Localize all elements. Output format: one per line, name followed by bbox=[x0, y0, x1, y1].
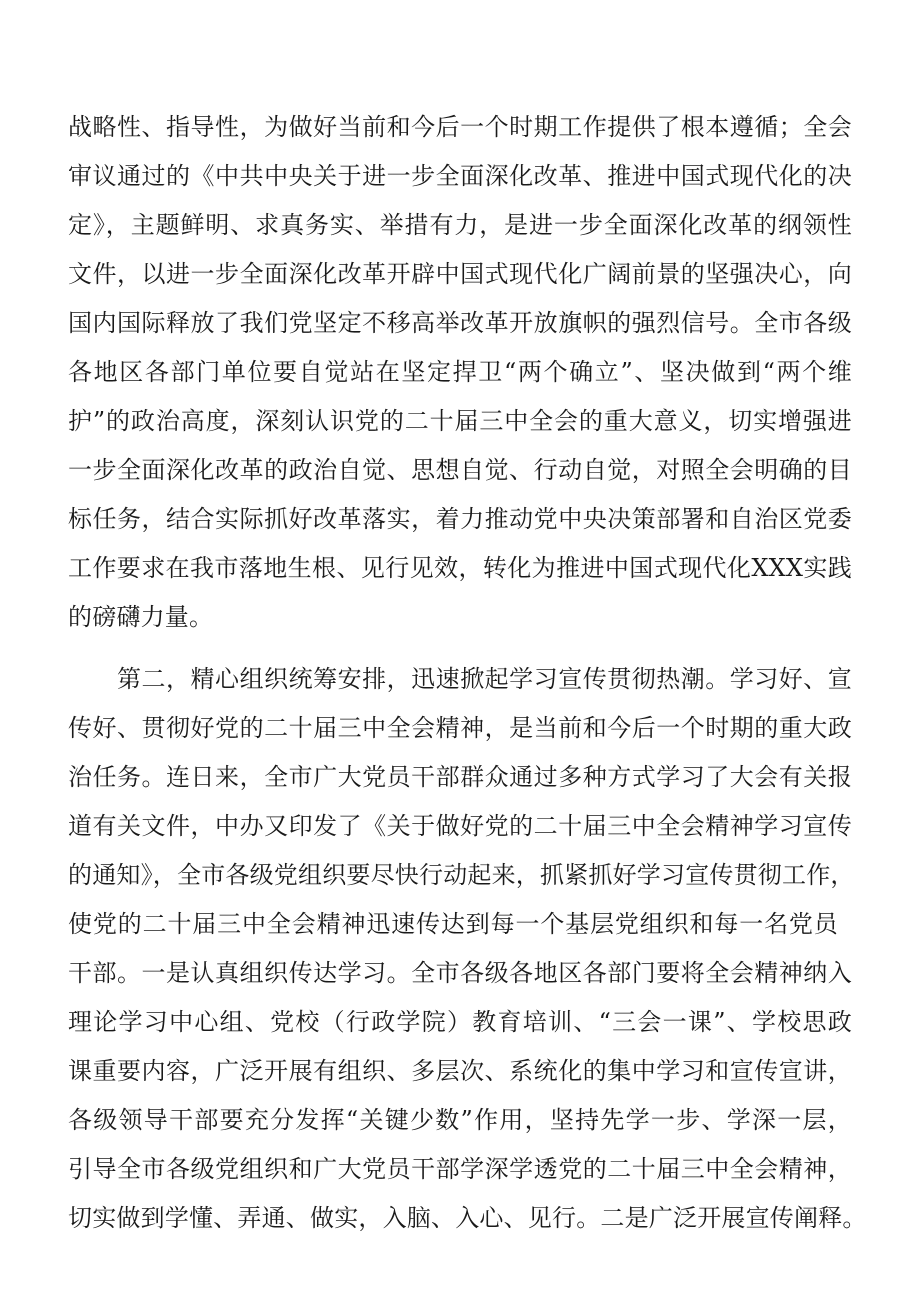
text-line: 文件，以进一步全面深化改革开辟中国式现代化广阔前景的坚强决心，向 bbox=[68, 260, 852, 288]
text-line: 战略性、指导性，为做好当前和今后一个时期工作提供了根本遵循；全会 bbox=[68, 113, 852, 141]
text-line: 的通知》，全市各级党组织要尽快行动起来，抓紧抓好学习宣传贯彻工作， bbox=[68, 861, 855, 889]
text-line: 国内国际释放了我们党坚定不移高举改革开放旗帜的强烈信号。全市各级 bbox=[68, 309, 852, 337]
text-line: 第二，精心组织统筹安排，迅速掀起学习宣传贯彻热潮。学习好、宣 bbox=[68, 665, 852, 693]
text-line: 引导全市各级党组织和广大党员干部学深学透党的二十届三中全会精神， bbox=[68, 1155, 852, 1183]
text-line: 审议通过的《中共中央关于进一步全面深化改革、推进中国式现代化的决 bbox=[68, 162, 852, 190]
text-line: 各地区各部门单位要自觉站在坚定捍卫“两个确立”、坚决做到“两个维 bbox=[68, 358, 852, 386]
text-line: 定》，主题鲜明、求真务实、举措有力，是进一步全面深化改革的纲领性 bbox=[68, 211, 852, 239]
text-line: 理论学习中心组、党校（行政学院）教育培训、“三会一课”、学校思政 bbox=[68, 1008, 852, 1036]
text-line: 一步全面深化改革的政治自觉、思想自觉、行动自觉，对照全会明确的目 bbox=[68, 456, 852, 484]
text-line: 道有关文件，中办又印发了《关于做好党的二十届三中全会精神学习宣传 bbox=[68, 812, 852, 840]
text-line: 课重要内容，广泛开展有组织、多层次、系统化的集中学习和宣传宣讲， bbox=[68, 1057, 852, 1085]
text-line: 治任务。连日来，全市广大党员干部群众通过多种方式学习了大会有关报 bbox=[68, 763, 852, 791]
text-line: 干部。一是认真组织传达学习。全市各级各地区各部门要将全会精神纳入 bbox=[68, 959, 852, 987]
text-line: 的磅礴力量。 bbox=[68, 603, 214, 631]
text-line: 标任务，结合实际抓好改革落实，着力推动党中央决策部署和自治区党委 bbox=[68, 505, 852, 533]
text-line: 护”的政治高度，深刻认识党的二十届三中全会的重大意义，切实增强进 bbox=[68, 407, 852, 435]
text-line: 切实做到学懂、弄通、做实，入脑、入心、见行。二是广泛开展宣传阐释。 bbox=[68, 1204, 867, 1232]
text-line: 工作要求在我市落地生根、见行见效，转化为推进中国式现代化XXX实践 bbox=[68, 554, 852, 582]
text-line: 传好、贯彻好党的二十届三中全会精神，是当前和今后一个时期的重大政 bbox=[68, 714, 852, 742]
text-line: 各级领导干部要充分发挥“关键少数”作用，坚持先学一步、学深一层， bbox=[68, 1106, 852, 1134]
text-line: 使党的二十届三中全会精神迅速传达到每一个基层党组织和每一名党员 bbox=[68, 910, 838, 938]
